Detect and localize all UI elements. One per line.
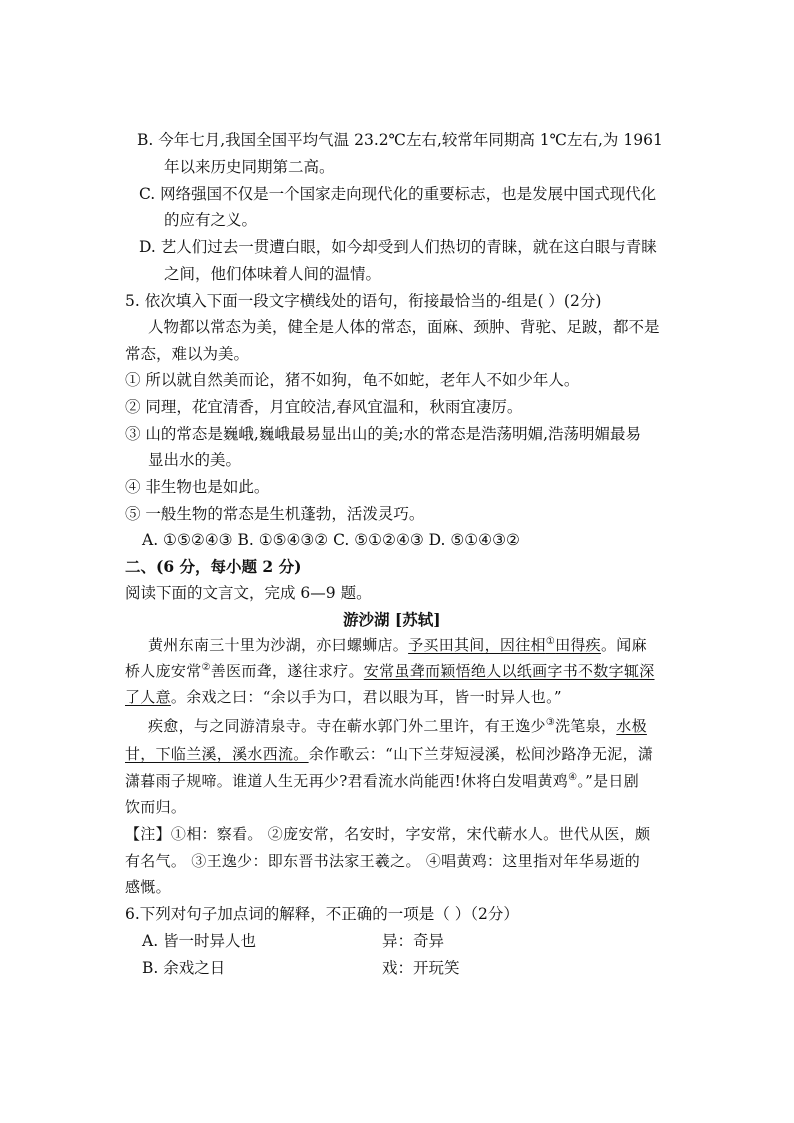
- q4-option-c-line1: C. 网络强国不仅是一个国家走向现代化的重要标志，也是发展中国式现代化: [139, 185, 657, 203]
- underlined-sentence-3-end: 甘，下临兰溪，溪水西流。: [125, 745, 309, 763]
- passage-p1-line3: 了人意。余戏之曰：“余以手为口，君以眼为耳，皆一时异人也。”: [125, 688, 562, 706]
- section-instruction: 阅读下面的文言文，完成 6—9 题。: [125, 584, 372, 602]
- notes-line2: 有名气。 ③王逸少：即东晋书法家王羲之。 ④唱黄鸡：这里指对年华易逝的: [125, 852, 641, 870]
- q5-item-2: ② 同理，花宜清香，月宜皎洁,春风宜温和，秋雨宜凄厉。: [125, 398, 523, 416]
- q5-item-5: ⑤ 一般生物的常态是生机蓬勃，活泼灵巧。: [125, 505, 425, 523]
- note-marker-2: ②: [201, 662, 211, 673]
- note-marker-4: ④: [568, 772, 578, 783]
- q6-option-a-sentence: A. 皆一时异人也: [142, 932, 257, 950]
- passage-p1-line1: 黄州东南三十里为沙湖，亦曰螺蛳店。予买田其间，因往相①田得疾。闻麻: [148, 636, 647, 654]
- note-marker-1: ①: [545, 636, 556, 647]
- q4-option-c-line2: 的应有之义。: [164, 211, 258, 229]
- q6-option-b-gloss: 戏：开玩笑: [382, 959, 460, 977]
- q5-stem: 5. 依次填入下面一段文字横线处的语句，衔接最恰当的-组是( ）(2分): [125, 292, 602, 310]
- passage-p2-line1: 疾愈，与之同游清泉寺。寺在蕲水郭门外二里许，有王逸少③洗笔泉，水极: [148, 717, 647, 735]
- passage-p2-line3: 潇暮雨子规啼。谁道人生无再少?君看流水尚能西!休将白发唱黄鸡④。”是日剧: [125, 772, 640, 790]
- passage-p2-line2: 甘，下临兰溪，溪水西流。余作歌云：“山下兰芽短浸溪，松间沙路净无泥，潇: [125, 745, 654, 763]
- q5-item-1: ① 所以就自然美而论，猪不如狗，龟不如蛇，老年人不如少年人。: [125, 371, 580, 389]
- underlined-sentence-2-end: 了人意: [125, 688, 171, 706]
- q5-passage-line1: 人物都以常态为美，健全是人体的常态，面麻、颈肿、背驼、足跛，都不是: [148, 318, 660, 336]
- q4-option-d-line2: 之间，他们体味着人间的温情。: [164, 265, 382, 283]
- underlined-sentence-1: 予买田其间，因往相①田得疾: [408, 636, 601, 654]
- q6-stem: 6.下列对句子加点词的解释，不正确的一项是（ ）（2分）: [125, 905, 519, 923]
- q4-option-d-line1: D. 艺人们过去一贯遭白眼，如今却受到人们热切的青睐，就在这白眼与青睐: [139, 238, 657, 256]
- q5-item-4: ④ 非生物也是如此。: [125, 478, 270, 496]
- q5-item-3-line1: ③ 山的常态是巍峨,巍峨最易显出山的美;水的常态是浩荡明媚,浩荡明媚最易: [125, 425, 642, 443]
- q4-option-b-line2: 年以来历史同期第二高。: [164, 158, 335, 176]
- passage-p2-line4: 饮而归。: [125, 798, 187, 816]
- passage-title: 游沙湖 [苏轼]: [343, 610, 441, 629]
- underlined-sentence-3: 水极: [616, 717, 647, 735]
- q4-option-b-line1: B. 今年七月,我国全国平均气温 23.2℃左右,较常年同期高 1℃左右,为 1961: [137, 131, 663, 149]
- q5-passage-line2: 常态，难以为美。: [125, 345, 250, 363]
- q5-answer-options: A. ①⑤②④③ B. ①⑤④③② C. ⑤①②④③ D. ⑤①④③②: [142, 531, 520, 549]
- note-marker-3: ③: [545, 717, 556, 728]
- q6-option-b-sentence: B. 余戏之日: [142, 959, 226, 977]
- q6-option-a-gloss: 异：奇异: [382, 932, 445, 950]
- underlined-sentence-2: 安常虽聋而颖悟绝人以纸画字书不数字辄深: [363, 662, 655, 680]
- notes-line3: 感慨。: [125, 878, 171, 896]
- section-heading: 二、(6 分，每小题 2 分): [125, 557, 302, 576]
- q5-item-3-line2: 显出水的美。: [148, 451, 242, 469]
- notes-line1: 【注】①相：察看。 ②庞安常，名安时，字安常，宋代蕲水人。世代从医，颇: [125, 825, 651, 843]
- passage-p1-line2: 桥人庞安常②善医而聋，遂往求疗。安常虽聋而颖悟绝人以纸画字书不数字辄深: [125, 662, 655, 680]
